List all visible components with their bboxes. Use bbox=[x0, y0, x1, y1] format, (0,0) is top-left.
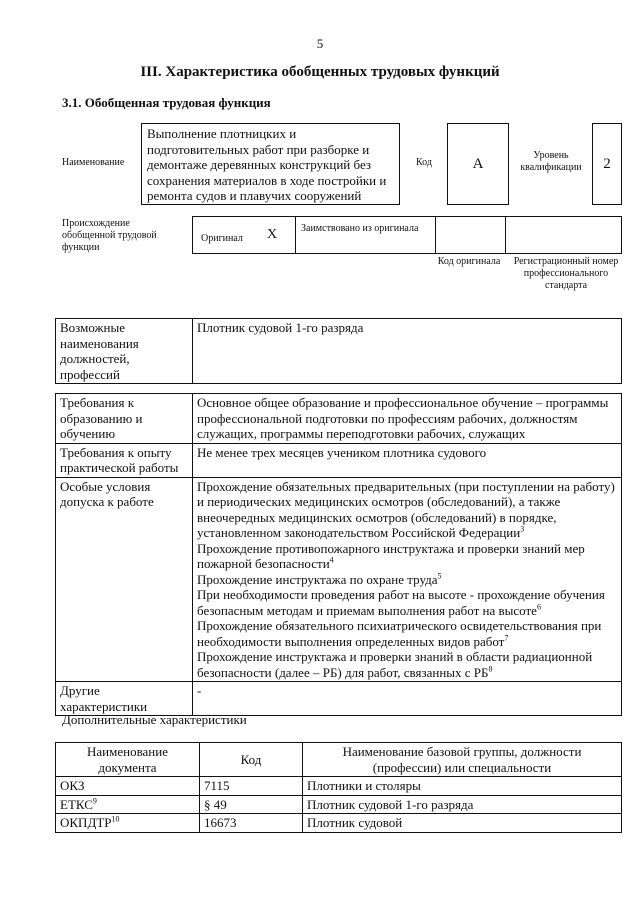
page-number: 5 bbox=[316, 36, 324, 51]
code-value: А bbox=[472, 155, 484, 172]
table-row bbox=[56, 394, 622, 444]
additional-title: Дополнительные характеристики bbox=[62, 712, 247, 727]
code-cell: § 49 bbox=[200, 795, 303, 814]
origin-box bbox=[192, 216, 622, 254]
original-label: Оригинал bbox=[201, 233, 243, 244]
education-value: Основное общее образование и профессиональное обучение – программы профессиональной подготовки по профессиям рабочих, должностям служащих, программы переподготовки рабочих, служащих bbox=[193, 394, 622, 444]
level-value: 2 bbox=[603, 155, 611, 172]
origin-divider-1 bbox=[295, 216, 296, 254]
positions-label: Возможные наименования должностей, профессий bbox=[56, 319, 193, 384]
admission-line: Прохождение инструктажа и проверки знаний в области радиационной безопасности (далее – РБ) для работ, связанных с $РБ^8$ bbox=[197, 649, 593, 680]
experience-label: Требования к опыту практической работы bbox=[56, 443, 193, 477]
header-name: Наименование базовой группы, должности (профессии) или специальности bbox=[303, 743, 622, 777]
origin-divider-3 bbox=[505, 216, 506, 254]
other-label: Другие характеристики bbox=[56, 682, 193, 716]
positions-table bbox=[55, 318, 622, 384]
other-value: - bbox=[193, 682, 622, 716]
table-row bbox=[56, 443, 622, 477]
borrowed-label: Заимствовано из оригинала bbox=[301, 223, 419, 234]
additional-table bbox=[55, 742, 622, 833]
doc-cell: ОКПДТР$^{10}$ bbox=[56, 814, 200, 833]
table-row bbox=[56, 795, 622, 814]
table-row bbox=[56, 777, 622, 796]
origin-label: Происхождение обобщенной трудовой функции bbox=[62, 218, 157, 253]
origin-divider-2 bbox=[435, 216, 436, 254]
function-name-box bbox=[141, 123, 400, 205]
admission-line: При необходимости проведения работ на высоте - прохождение обучения безопасным методам и приемам выполнения работ на высоте$^6$ bbox=[197, 587, 605, 618]
admission-line: Прохождение обязательного психиатрического освидетельствования при необходимости выполнения определенных видов работ$^7$ bbox=[197, 618, 602, 649]
subsection-title: 3.1. Обобщенная трудовая функция bbox=[62, 95, 271, 110]
experience-value: Не менее трех месяцев учеником плотника судового bbox=[193, 443, 622, 477]
code-label: Код bbox=[416, 157, 432, 168]
section-title: III. Характеристика обобщенных трудовых функций bbox=[140, 64, 500, 80]
admission-value bbox=[193, 477, 622, 682]
header-doc: Наименование документа bbox=[56, 743, 200, 777]
education-label: Требования к образованию и обучению bbox=[56, 394, 193, 444]
table-row bbox=[56, 814, 622, 833]
code-original-caption: Код оригинала bbox=[437, 256, 501, 267]
reg-number-caption: Регистрационный номер профессионального стандарта bbox=[513, 256, 619, 291]
header-code: Код bbox=[200, 743, 303, 777]
admission-label: Особые условия допуска к работе bbox=[56, 477, 193, 682]
admission-line: Прохождение инструктажа по охране труда$^5$ bbox=[197, 571, 442, 587]
table-row bbox=[56, 682, 622, 716]
name-label: Наименование bbox=[62, 157, 125, 168]
table-row bbox=[56, 743, 622, 777]
table-row bbox=[56, 477, 622, 682]
code-cell: 16673 bbox=[200, 814, 303, 833]
doc-cell: ЕТКС$^9$ bbox=[56, 795, 200, 814]
name-cell: Плотники и столяры bbox=[303, 777, 622, 796]
name-cell: Плотник судовой 1-го разряда bbox=[303, 795, 622, 814]
table-row bbox=[56, 319, 622, 384]
admission-line: Прохождение противопожарного инструктажа и проверки знаний мер пожарной безопасности$^4$ bbox=[197, 540, 585, 571]
function-name-value: Выполнение плотницких и подготовительных работ при разборке и демонтаже деревянных конструкций без сохранения материалов в ходе постройки и ремонта судов и плавучих сооружений bbox=[147, 126, 387, 203]
name-cell: Плотник судовой bbox=[303, 814, 622, 833]
doc-cell: ОКЗ bbox=[56, 777, 200, 796]
positions-value: Плотник судовой 1-го разряда bbox=[193, 319, 622, 384]
admission-line: Прохождение обязательных предварительных (при поступлении на работу) и периодических медицинских осмотров (обследований), а также внеочередных медицинских осмотров (обследований) в порядке, установленном законодательством Российской Федерации$^3$ bbox=[197, 478, 615, 540]
code-value-box bbox=[447, 123, 509, 205]
level-label: Уровень квалификации bbox=[520, 150, 582, 173]
original-mark: X bbox=[267, 227, 278, 242]
code-cell: 7115 bbox=[200, 777, 303, 796]
level-value-box bbox=[592, 123, 622, 205]
requirements-table bbox=[55, 393, 622, 716]
